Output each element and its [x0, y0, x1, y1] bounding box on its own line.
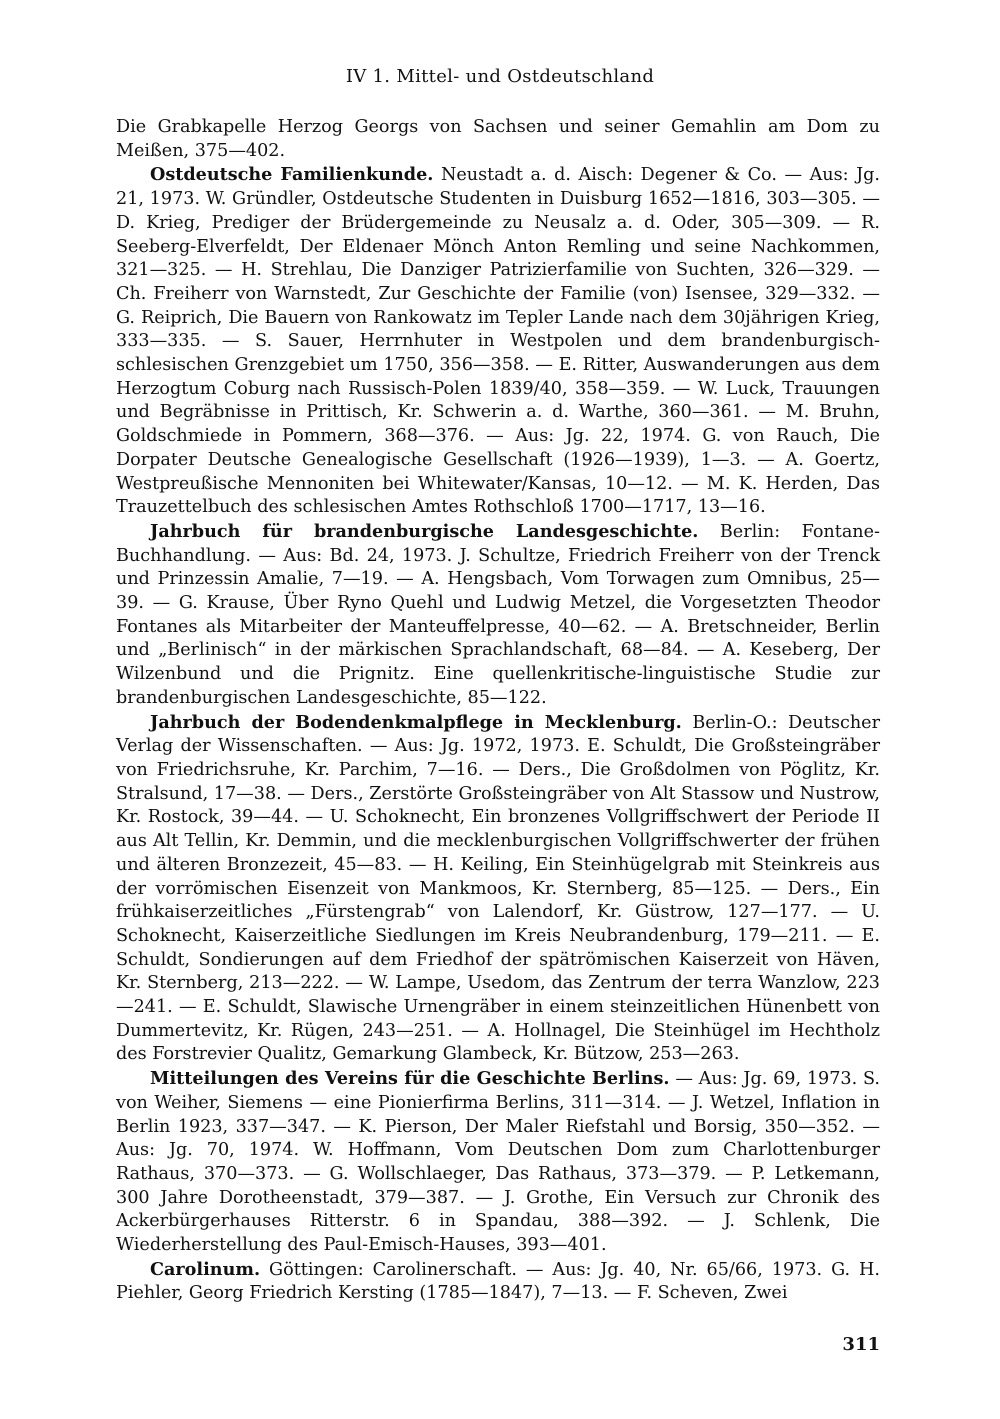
page-number: 311	[842, 1334, 880, 1355]
entry-jahrbuch-bodendenkmalpflege-mecklenburg	[116, 711, 880, 1068]
entry-body: Neustadt a. d. Aisch: Degener & Co. — Aus: Jg. 21, 1973. W. Gründler, Ostdeutsche Studenten in Duisburg 1652—1816, 303—305. — D. Krieg, Prediger der Brüdergemeinde zu Neusalz a. d. Oder, 305—309. — R. Seeberg-Elverfeldt, Der Eldenaer Mönch Anton Remling und seine Nachkommen, 321—325. — H. Strehlau, Die Danziger Patrizierfamilie von Suchten, 326—329. — Ch. Freiherr von Warnstedt, Zur Geschichte der Familie (von) Isensee, 329—332. — G. Reiprich, Die Bauern von Rankowatz im Tepler Lande nach dem 30jährigen Krieg, 333—335. — S. Sauer, Herrnhuter in Westpolen und dem brandenburgisch-schlesischen Grenzgebiet um 1750, 356—358. — E. Ritter, Auswanderungen aus dem Herzogtum Coburg nach Russisch-Polen 1839/40, 358—359. — W. Luck, Trauungen und Begräbnisse in Prittisch, Kr. Schwerin a. d. Warthe, 360—361. — M. Bruhn, Goldschmiede in Pommern, 368—376. — Aus: Jg. 22, 1974. G. von Rauch, Die Dorpater Deutsche Genealogische Gesellschaft (1926—1939), 1—3. — A. Goertz, Westpreußische Mennoniten bei Whitewater/Kansas, 10—12. — M. K. Herden, Das Trauzettelbuch des schlesischen Amtes Rothschloß 1700—1717, 13—16.	[116, 165, 881, 518]
bibliography-text	[116, 116, 880, 1306]
journal-title: Jahrbuch der Bodendenkmalpflege in Mecklenburg.	[150, 711, 682, 733]
entry-grabkapelle-continuation	[116, 116, 880, 163]
entry-body: — Aus: Jg. 69, 1973. S. von Weiher, Siemens — eine Pionierfirma Berlins, 311—314. — J. Wetzel, Inflation in Berlin 1923, 337—347. — K. Pierson, Der Maler Riefstahl und Borsig, 350—352. — Aus: Jg. 70, 1974. W. Hoffmann, Vom Deutschen Dom zum Charlottenburger Rathaus, 370—373. — G. Wollschlaeger, Das Rathaus, 373—379. — P. Letkemann, 300 Jahre Dorotheenstadt, 379—387. — J. Grothe, Ein Versuch zur Chronik des Ackerbürgerhauses Ritterstr. 6 in Spandau, 388—392. — J. Schlenk, Die Wiederherstellung des Paul-Emisch-Hauses, 393—401.	[116, 1069, 880, 1256]
entry-body: Berlin: Fontane-Buchhandlung. — Aus: Bd. 24, 1973. J. Schultze, Friedrich Freiherr von der Trenck und Prinzessin Amalie, 7—19. — A. Hengsbach, Vom Torwagen zum Omnibus, 25—39. — G. Krause, Über Ryno Quehl und Ludwig Metzel, die Vorgesetzten Theodor Fontanes als Mitarbeiter der Manteuffelpresse, 40—62. — A. Bretschneider, Berlin und „Berlinisch“ in der märkischen Sprachlandschaft, 68—84. — A. Keseberg, Der Wilzenbund und die Prignitz. Eine quellenkritische-linguistische Studie zur brandenburgischen Landesgeschichte, 85—122.	[116, 521, 880, 708]
entry-carolinum	[116, 1258, 880, 1306]
entry-ostdeutsche-familienkunde	[116, 163, 880, 520]
journal-title: Ostdeutsche Familienkunde.	[150, 164, 434, 186]
journal-title: Jahrbuch für brandenburgische Landesgeschichte.	[150, 520, 699, 542]
journal-title: Mitteilungen des Vereins für die Geschichte Berlins.	[150, 1068, 670, 1090]
entry-jahrbuch-brandenburgische-landesgeschichte	[116, 520, 880, 711]
entry-body: Die Grabkapelle Herzog Georgs von Sachsen und seiner Gemahlin am Dom zu Meißen, 375—402.	[116, 117, 880, 161]
entry-body: Berlin-O.: Deutscher Verlag der Wissenschaften. — Aus: Jg. 1972, 1973. E. Schuldt, Die Großsteingräber von Friedrichsruhe, Kr. Parchim, 7—16. — Ders., Die Großdolmen von Pöglitz, Kr. Stralsund, 17—38. — Ders., Zerstörte Großsteingräber von Alt Stassow und Nustrow, Kr. Rostock, 39—44. — U. Schoknecht, Ein bronzenes Vollgriffschwert der Periode II aus Alt Tellin, Kr. Demmin, und die mecklenburgischen Vollgriffschwerter der frühen und älteren Bronzezeit, 45—83. — H. Keiling, Ein Steinhügelgrab mit Steinkreis aus der vorrömischen Eisenzeit von Mankmoos, Kr. Sternberg, 85—125. — Ders., Ein frühkaiserzeitliches „Fürstengrab“ von Lalendorf, Kr. Güstrow, 127—177. — U. Schoknecht, Kaiserzeitliche Siedlungen im Kreis Neubrandenburg, 179—211. — E. Schuldt, Sondierungen auf dem Friedhof der spätrömischen Kaiserzeit von Häven, Kr. Sternberg, 213—222. — W. Lampe, Usedom, das Zentrum der terra Wanzlow, 223—241. — E. Schuldt, Slawische Urnengräber in einem steinzeitlichen Hünenbett von Dummertevitz, Kr. Rügen, 243—251. — A. Hollnagel, Die Steinhügel im Hechtholz des Forstrevier Qualitz, Gemarkung Glambeck, Kr. Bützow, 253—263.	[116, 712, 880, 1065]
entry-mitteilungen-verein-geschichte-berlins	[116, 1067, 880, 1258]
journal-title: Carolinum.	[150, 1258, 261, 1280]
running-head: IV 1. Mittel- und Ostdeutschland	[345, 66, 655, 87]
entry-body: Göttingen: Carolinerschaft. — Aus: Jg. 40, Nr. 65/66, 1973. G. H. Piehler, Georg Friedrich Kersting (1785—1847), 7—13. — F. Scheven, Zwei	[116, 1259, 880, 1304]
